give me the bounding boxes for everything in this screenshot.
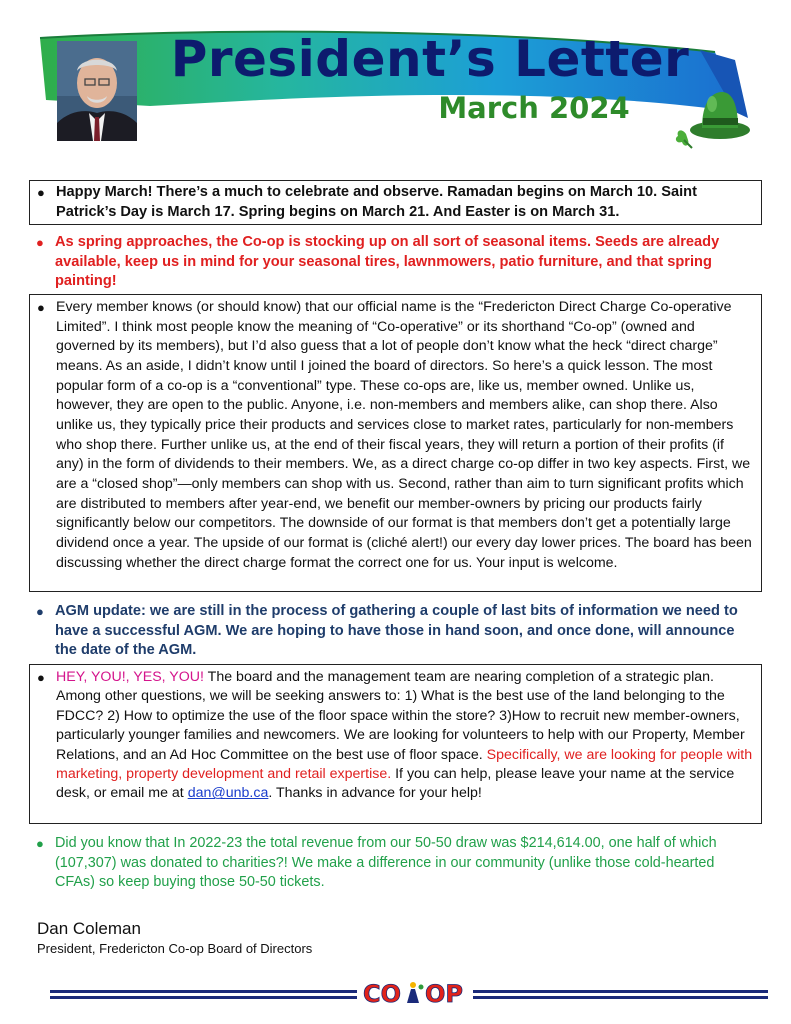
thanks-text: . Thanks in advance for your help! [268, 785, 482, 802]
hey-you-highlight: HEY, YOU!, YES, YOU! [56, 669, 204, 685]
bullet-text: Happy March! There’s a much to celebrate and observe. Ramadan begins on March 10. Saint Patrick’s Day is March 17. Spring begins on March 21. And Easter is on March 31. [56, 184, 697, 220]
logo-left-text: CO [363, 980, 402, 1008]
bullet-agm-update [29, 602, 762, 661]
coop-logo [355, 977, 475, 1009]
contact-text: If you can help, please leave your name at the service desk, or email me at [56, 766, 735, 802]
page-title: President’s Letter [170, 30, 690, 88]
expertise-highlight: Specifically, we are looking for people with marketing, property development and retail expertise. [56, 746, 753, 783]
email-link[interactable]: dan@unb.ca [187, 785, 269, 802]
bullet-point: ● [37, 670, 45, 685]
bullet-point: ● [37, 185, 45, 200]
bullet-point: ● [36, 604, 44, 619]
bullet-text: Did you know that In 2022-23 the total revenue from our 50-50 draw was $214,614.00, one half of which (107,307) was donated to charities?! We make a difference in our community (unlike those cold-hearted CFAs) so keep buying those 50-50 tickets. [55, 835, 717, 891]
page-subtitle: March 2024 [438, 91, 630, 125]
leprechaun-hat-icon [672, 82, 752, 152]
bullet-point: ● [36, 836, 44, 851]
bullet-text: Every member knows (or should know) that our official name is the “Fredericton Direct Charge Co-operative Limited”. I think most people know the meaning of “Co-operative” or its shorthand “Co-op” (owned and governed by its members), but I’d also guess that a lot of people don’t know what the heck “direct charge” means. As an aside, I didn’t know until I joined the board of directors. So here’s a quick lesson. The most popular form of a co-op is a “conventional” type. These co-ops are, like us, member owned. Unlike us, however, they are open to the public. Anyone, i.e. non-members and members alike, can shop there. Also unlike us, they typically price their products and services close to market rates, particularly for non-members who shop there. Further unlike us, at the end of their fiscal years, they will return a portion of their profits (if any) in the form of dividends to their members. We, as a direct charge co-op differ in two key aspects. First, we are a “closed shop”—only members can shop with us. Second, rather than aim to turn significant profits which are distributed to members after year-end, we benefit our member-owners by pricing our products fairly significantly below our competitors. The downside of our format is that members don’t get a potentially large dividend once a year. The upside of our format is (cliché alert!) our every day lower prices. The board has been discussing whether the direct charge format the correct one for us. Your input is welcome. [56, 299, 752, 571]
logo-right-text: OP [425, 980, 463, 1008]
strategic-plan-text: The board and the management team are nearing completion of a strategic plan. Among other questions, we will be seeking answers to: 1) What is the best use of the land belonging to the FDCC? 2) How to optimize the use of the floor space within the store? 3)How to recruit new member-owners, particularly younger families and newcomers. We are looking for volunteers to help with our Property, Member Relations, and an Ad Hoc Committee on the best use of floor space. [56, 669, 745, 763]
bullet-50-50-draw [29, 834, 762, 893]
bullet-happy-march [29, 180, 762, 225]
bullet-text: AGM update: we are still in the process of gathering a couple of last bits of information we need to have a successful AGM. We are hoping to have those in hand soon, and once done, will announce the date of the AGM. [55, 603, 738, 659]
bullet-point: ● [36, 235, 44, 250]
signature-name: Dan Coleman [37, 919, 141, 938]
president-photo [57, 41, 137, 141]
signature-title: President, Fredericton Co-op Board of Directors [37, 941, 313, 956]
bullet-text: As spring approaches, the Co-op is stocking up on all sort of seasonal items. Seeds are already available, keep us in mind for your seasonal tires, lawnmowers, patio furniture, and that spring painting! [55, 234, 720, 290]
bullet-point: ● [37, 300, 45, 315]
bullet-text [56, 668, 753, 804]
bullet-direct-charge [29, 294, 762, 592]
bullet-strategic-plan [29, 664, 762, 824]
bullet-spring-stock [29, 233, 762, 292]
